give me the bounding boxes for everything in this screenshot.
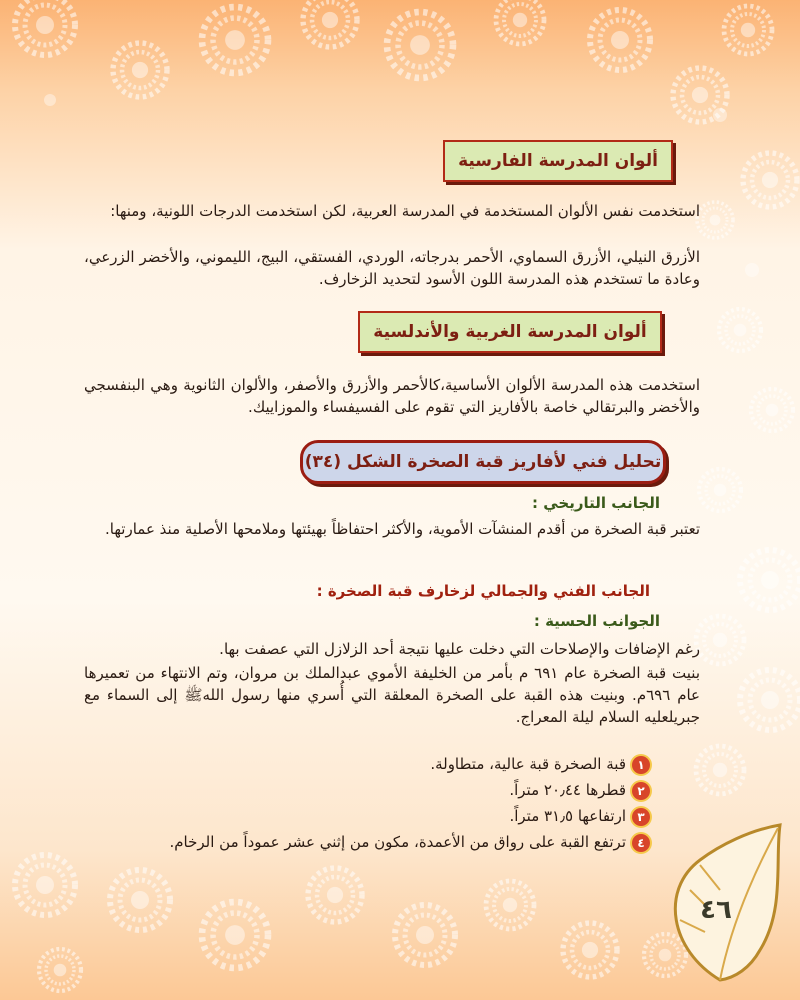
historical-aspect-heading: الجانب التاريخي : — [532, 494, 660, 512]
list-item-text: ارتفاعها ٣١٫٥ متراً. — [509, 807, 626, 825]
sensory-aspects-heading: الجوانب الحسية : — [533, 612, 660, 630]
page-number: ٤٦ — [700, 895, 732, 925]
list-item-text: قبة الصخرة قبة عالية، متطاولة. — [430, 755, 626, 773]
list-number-badge: ٢ — [632, 782, 650, 800]
list-item-text: ترتفع القبة على رواق من الأعمدة، مكون من إثني عشر عموداً من الرخام. — [169, 833, 626, 851]
sensory-aspects-text-2: بنيت قبة الصخرة عام ٦٩١ م بأمر من الخليفة الأموي عبدالملك بن مروان، وتم الانتهاء من تعميرها عام ٦٩٦م. وبنيت هذه القبة على الصخرة المعلقة التي أُسري منها رسول اللهﷺ إلى السماء مع جبريلعليه السلام ليلة المعراج. — [84, 664, 700, 726]
historical-aspect-text: تعتبر قبة الصخرة من أقدم المنشآت الأموية، والأكثر احتفاظاً بهيئتها وملامحها الأصلية منذ عمارتها. — [105, 520, 700, 538]
section-heading-persian-school: ألوان المدرسة الفارسية — [443, 140, 673, 182]
sensory-aspects-text-1: رغم الإضافات والإصلاحات التي دخلت عليها نتيجة أحد الزلازل التي عصفت بها. — [219, 640, 700, 658]
list-item-text: قطرها ٢٠٫٤٤ متراً. — [509, 781, 626, 799]
list-item — [509, 778, 650, 802]
persian-intro-paragraph: استخدمت نفس الألوان المستخدمة في المدرسة العربية، لكن استخدمت الدرجات اللونية، ومنها: — [110, 202, 700, 220]
section-heading-dome-analysis: تحليل فني لأفاريز قبة الصخرة الشكل (٣٤) — [300, 440, 666, 484]
list-item — [170, 830, 651, 854]
list-number-badge: ٤ — [632, 834, 650, 852]
list-number-badge: ٣ — [632, 808, 650, 826]
list-item — [509, 804, 650, 828]
list-item — [430, 752, 650, 776]
artistic-aspect-heading: الجانب الفني والجمالي لزخارف قبة الصخرة : — [316, 582, 650, 600]
maghreb-paragraph: استخدمت هذه المدرسة الألوان الأساسية،كالأحمر والأزرق والأصفر، والألوان الثانوية وهي البنفسجي والأخضر والبرتقالي خاصة بالأفاريز التي تقوم على الفسيفساء والموزاييك. — [84, 376, 700, 416]
list-number-badge: ١ — [632, 756, 650, 774]
persian-colors-paragraph: الأزرق النيلي، الأزرق السماوي، الأحمر بدرجاته، الوردي، الفستقي، البيج، الليموني، والأخضر الزرعي، وعادة ما تستخدم هذه المدرسة اللون الأسود لتحديد الزخارف. — [84, 248, 700, 288]
section-heading-maghreb-school: ألوان المدرسة الغربية والأندلسية — [358, 311, 662, 353]
